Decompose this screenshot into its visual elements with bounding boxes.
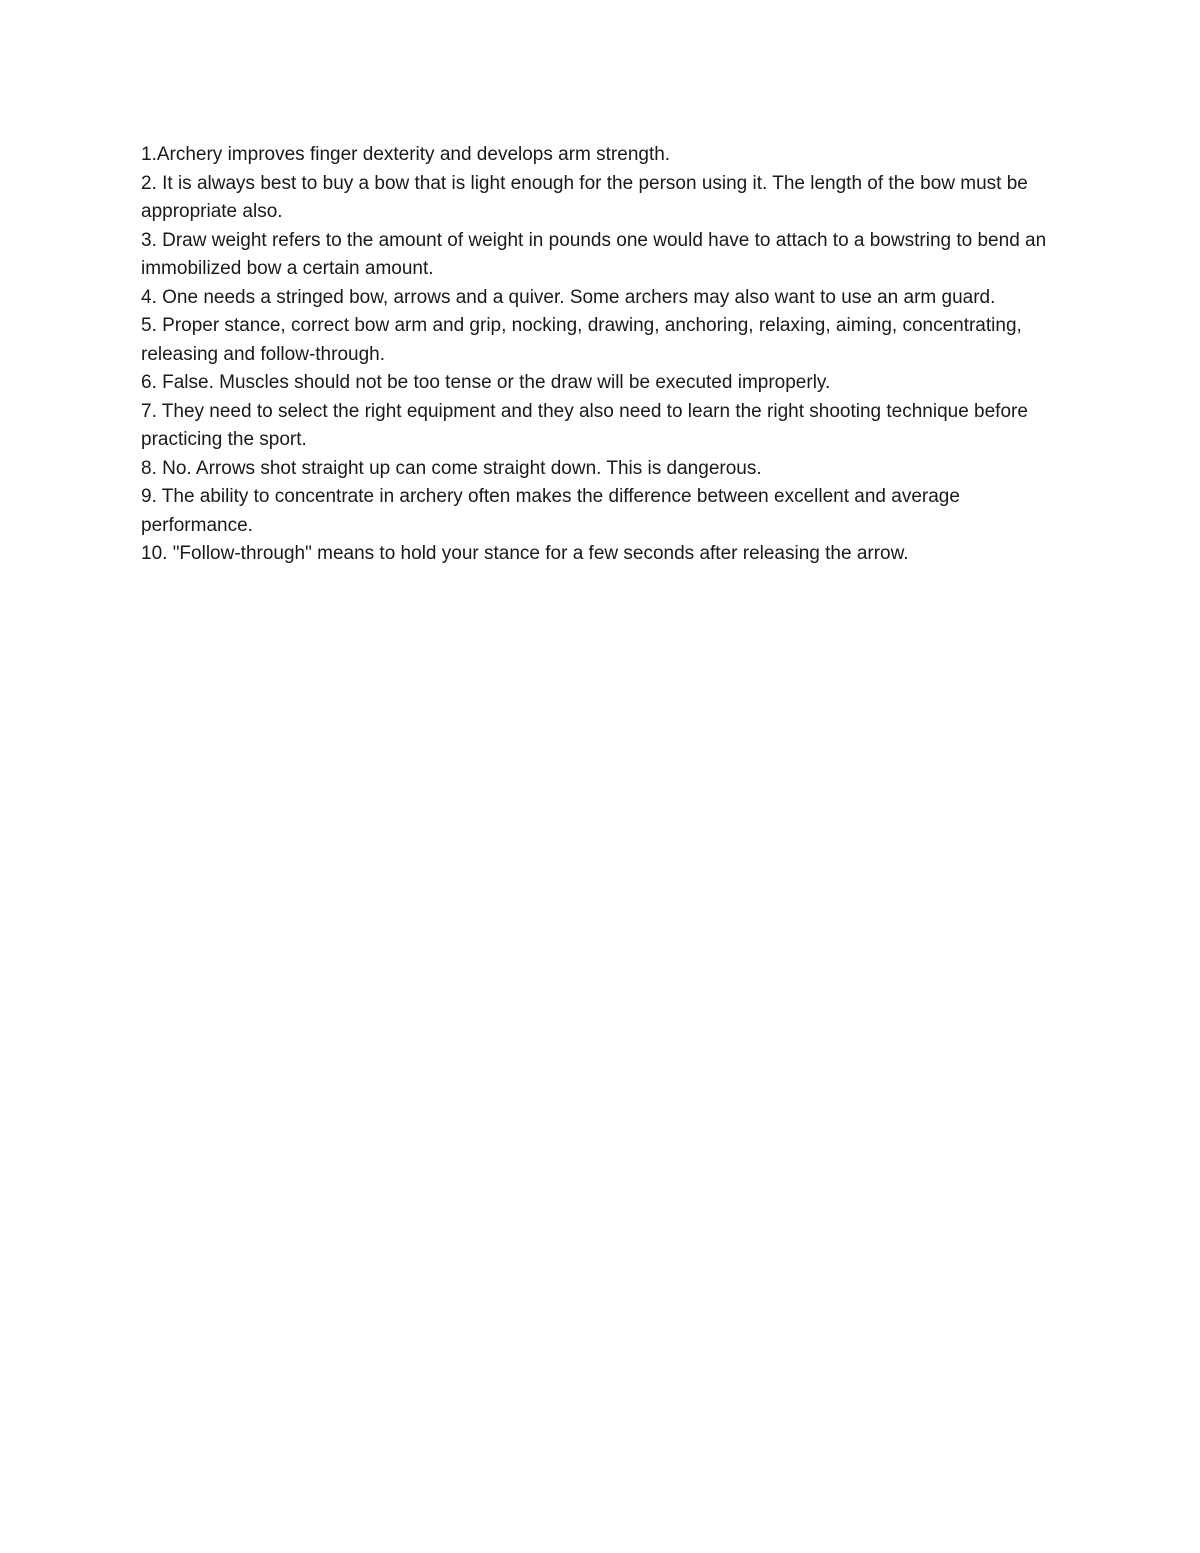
answer-item-9: 9. The ability to concentrate in archery often makes the difference between excellent and average performance. xyxy=(141,486,960,536)
answer-item-2: 2. It is always best to buy a bow that is light enough for the person using it. The length of the bow must be appropriate also. xyxy=(141,172,1028,222)
answer-item-6: 6. False. Muscles should not be too tense or the draw will be executed improperly. xyxy=(141,372,831,393)
answer-item-5: 5. Proper stance, correct bow arm and grip, nocking, drawing, anchoring, relaxing, aiming, concentrating, releasing and follow-through. xyxy=(141,315,1022,365)
answer-item-4: 4. One needs a stringed bow, arrows and a quiver. Some archers may also want to use an arm guard. xyxy=(141,286,996,308)
answer-item-3: 3. Draw weight refers to the amount of weight in pounds one would have to attach to a bowstring to bend an immobilized bow a certain amount. xyxy=(141,229,1047,279)
answer-item-10: 10. "Follow-through" means to hold your stance for a few seconds after releasing the arrow. xyxy=(141,543,909,564)
answer-item-1: 1.Archery improves finger dexterity and develops arm strength. xyxy=(141,144,671,165)
answer-item-8: 8. No. Arrows shot straight up can come straight down. This is dangerous. xyxy=(141,457,762,479)
answer-item-7: 7. They need to select the right equipment and they also need to learn the right shooting technique before practicing the sport. xyxy=(141,400,1028,450)
answer-list xyxy=(141,141,1061,569)
